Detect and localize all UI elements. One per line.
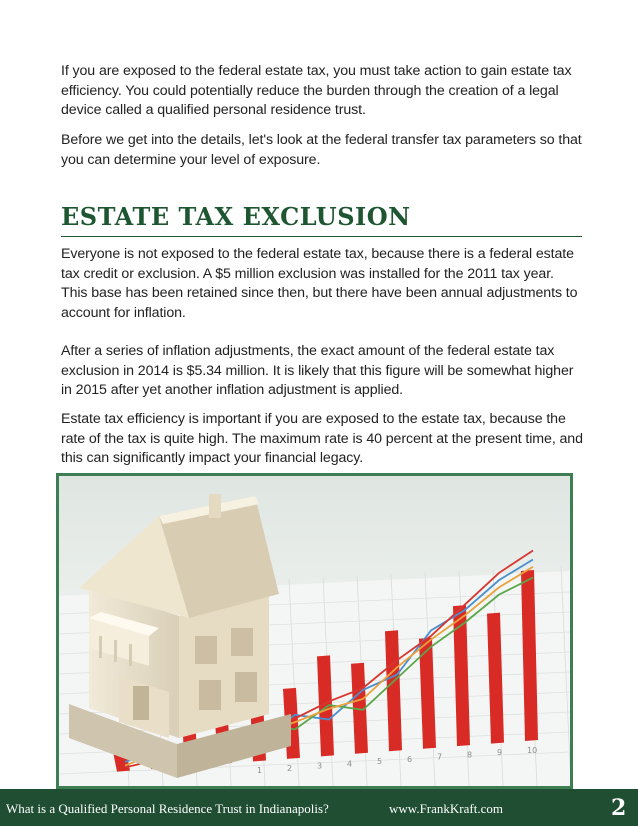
intro-paragraph-2: Before we get into the details, let's look at the federal transfer tax parameters so that you can determine your level of exposure. [61,132,582,168]
chart-tick-label: 10 [527,745,538,755]
heading-divider [61,236,582,237]
footer-website-link[interactable]: www.FrankKraft.com [389,801,503,816]
section-paragraph-1: Everyone is not exposed to the federal estate tax, because there is a federal estate tax credit or exclusion. A $5 million exclusion was installed for the 2011 tax year. This base has been retained since then, but there have been annual adjustments to account for inflation. [61,246,578,322]
section-paragraph-3: Estate tax efficiency is important if you are exposed to the estate tax, because the rate of the tax is quite high. The maximum rate is 40 percent at the present time, and this can significantly impact your financial legacy. [61,411,583,467]
page-number: 2 [611,795,627,821]
photo-illustration [59,476,570,786]
chart-tick-label: 7 [437,752,443,762]
chart-tick-label: 2 [287,763,293,773]
house-chart-photo [56,473,573,789]
chart-tick-label: 4 [347,759,353,769]
intro-paragraph-1: If you are exposed to the federal estate tax, you must take action to gain estate tax efficiency. You could potentially reduce the burden through the creation of a legal device called a qualified personal residence trust. [61,63,572,119]
chart-tick-label: 8 [467,750,473,760]
chart-tick-label: 3 [317,761,323,771]
chart-tick-label: 5 [377,757,383,767]
chart-tick-label: 6 [407,754,413,764]
chart-tick-label: 9 [497,748,503,758]
footer-document-title: What is a Qualified Personal Residence Trust in Indianapolis? [6,801,329,816]
section-paragraph-2: After a series of inflation adjustments, the exact amount of the federal estate tax exclusion in 2014 is $5.34 million. It is likely that this figure will be somewhat higher in 2015 after yet another inflation adjustment is applied. [61,343,574,399]
page-footer [0,789,638,826]
chart-tick-label: 1 [257,766,263,776]
section-heading: ESTATE TAX EXCLUSION [61,202,411,231]
